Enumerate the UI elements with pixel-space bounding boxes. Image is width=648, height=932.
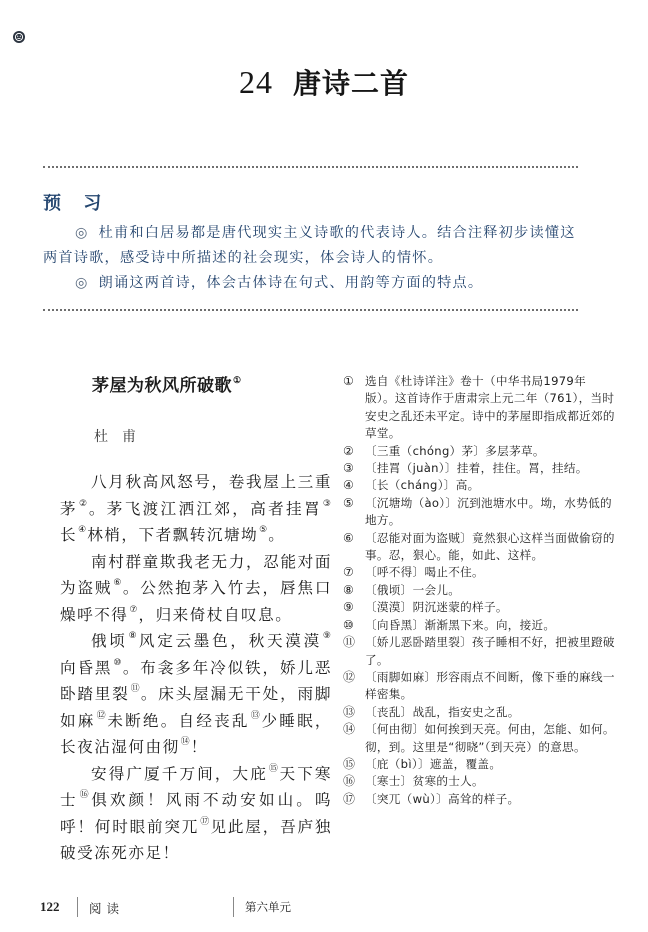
poem-title [92, 371, 332, 396]
double-circle-bullet-icon: ◎ [75, 275, 89, 291]
footnote-ref[interactable]: ⑬ [250, 710, 261, 721]
footnote-text: 〔三重（chóng）茅〕多层茅草。 [365, 443, 545, 458]
dotted-divider-top [43, 166, 578, 168]
dotted-divider-bottom [43, 309, 578, 311]
unit-label: 第六单元 [245, 900, 291, 914]
preview-heading: 预 习 [43, 193, 110, 214]
footnote-item [343, 669, 615, 704]
footnote-item [343, 721, 615, 756]
footnote-number: ⑪ [343, 635, 356, 650]
footnote-text: 〔寒士〕贫寒的士人。 [365, 774, 484, 789]
poem-stanza: 南村群童欺我老无力，忍能对面为盗贼⑥。公然抱茅入竹去，唇焦口燥呼不得⑦，归来倚杖自叹息。 [60, 552, 332, 624]
footnote-ref[interactable]: ⑧ [128, 631, 138, 641]
footnote-number: ② [343, 443, 354, 458]
footnote-ref[interactable]: ⑩ [113, 657, 122, 668]
section-label: 阅读 [89, 901, 125, 916]
footnote-item [343, 704, 615, 721]
footnote-item [343, 634, 615, 669]
footnote-ref[interactable]: ⑪ [130, 684, 140, 694]
lesson-number: 24 [238, 64, 273, 100]
footnote-item [343, 599, 615, 616]
footnote-item [343, 443, 615, 460]
footnote-ref[interactable]: ⑰ [200, 816, 210, 827]
footnote-text: 〔丧乱〕战乱，指安史之乱。 [365, 704, 520, 719]
footnote-item [343, 373, 615, 443]
footnote-item [343, 495, 615, 530]
footnote-text: 〔沉塘坳（ào）〕沉到池塘水中。坳，水势低的地方。 [365, 495, 612, 528]
lesson-title [0, 62, 648, 102]
footnote-ref[interactable]: ⑤ [259, 525, 268, 535]
footnote-number: ⑫ [343, 669, 356, 684]
footnote-number: ⑦ [343, 565, 354, 580]
footnote-item [343, 477, 615, 494]
poem-title-text: 茅屋为秋风所破歌 [92, 376, 232, 396]
page-number: 122 [40, 899, 60, 914]
preview-item-text: 朗诵这两首诗，体会古体诗在句式、用韵等方面的特点。 [98, 275, 484, 291]
footnote-item [343, 564, 615, 581]
footnote-item [343, 756, 615, 773]
footnote-number: ⑧ [343, 582, 354, 597]
footer-divider [77, 897, 78, 917]
footnote-number: ⑬ [343, 704, 356, 719]
footnote-ref[interactable]: ④ [78, 525, 87, 535]
footnote-ref[interactable]: ⑦ [129, 604, 138, 615]
footnote-number: ④ [343, 478, 354, 493]
poem-body [60, 469, 332, 867]
preview-item [43, 271, 583, 296]
footnote-number: ⑯ [343, 774, 356, 789]
footnote-ref[interactable]: ⑮ [268, 763, 279, 774]
footnote-text: 〔挂罥（juàn）〕挂着，挂住。罥，挂结。 [365, 461, 588, 476]
footnote-text: 〔漠漠〕阴沉迷蒙的样子。 [365, 600, 508, 615]
footnote-text: 〔俄顷〕一会儿。 [365, 582, 461, 597]
footnote-text: 选自《杜诗详注》卷十（中华书局1979年版）。这首诗作于唐肃宗上元二年（761），当时安史之乱还未平定。诗中的茅屋即指成都近郊的草堂。 [365, 374, 615, 441]
preview-item [43, 221, 583, 271]
preview-section [43, 189, 583, 296]
footnote-number: ⑤ [343, 495, 354, 510]
footnote-number: ① [343, 374, 354, 388]
footnote-number: ⑨ [343, 600, 354, 615]
footnote-ref[interactable]: ⑯ [79, 790, 91, 800]
poem-author: 杜甫 [94, 429, 150, 445]
lesson-title-text: 唐诗二首 [292, 67, 409, 100]
footnote-ref[interactable]: ① [233, 376, 242, 386]
footnote-number: ⑥ [343, 530, 354, 545]
poem-stanza: 安得广厦千万间，大庇⑮天下寒士⑯俱欢颜！风雨不动安如山。呜呼！何时眼前突兀⑰见此屋，吾庐独破受冻死亦足！ [60, 763, 332, 862]
footnote-text: 〔娇儿恶卧踏里裂〕孩子睡相不好，把被里蹬破了。 [365, 635, 615, 667]
double-circle-bullet-icon: ◎ [75, 225, 89, 241]
footnote-item [343, 773, 615, 790]
footnote-text: 〔雨脚如麻〕形容雨点不间断，像下垂的麻线一样密集。 [365, 669, 615, 702]
footnote-ref[interactable]: ② [78, 498, 88, 509]
footnote-item [343, 617, 615, 634]
footnote-text: 〔向昏黑〕渐渐黑下来。向，接近。 [365, 617, 556, 632]
footnote-text: 〔突兀（wù）〕高耸的样子。 [365, 791, 520, 806]
footnote-ref[interactable]: ⑫ [96, 710, 107, 721]
page-footer [0, 897, 648, 921]
footnote-text: 〔长（cháng）〕高。 [365, 478, 480, 493]
footnote-number: ⑰ [343, 791, 356, 806]
footnote-ref[interactable]: ③ [322, 498, 331, 509]
footnote-item [343, 460, 615, 477]
footnote-item [343, 791, 615, 808]
poem-stanza: 八月秋高风怒号，卷我屋上三重茅②。茅飞渡江洒江郊，高者挂罥③长④林梢，下者飘转沉塘坳⑤。 [60, 473, 332, 544]
poem-column [60, 371, 332, 867]
smiley-face-icon [13, 31, 25, 43]
poem-stanza: 俄顷⑧风定云墨色，秋天漠漠⑨向昏黑⑩。布衾多年冷似铁，娇儿恶卧踏里裂⑪。床头屋漏无干处，雨脚如麻⑫未断绝。自经丧乱⑬少睡眠，长夜沾湿何由彻⑭！ [60, 631, 332, 756]
footnote-item [343, 582, 615, 599]
footnote-number: ⑮ [343, 756, 356, 771]
footnote-ref[interactable]: ⑭ [180, 737, 190, 747]
footnotes-column [343, 373, 615, 808]
footnote-ref[interactable]: ⑨ [322, 631, 331, 641]
footer-divider [233, 897, 234, 917]
footnote-item [343, 530, 615, 565]
footnote-number: ⑭ [343, 722, 356, 737]
footnote-ref[interactable]: ⑥ [113, 578, 122, 588]
footnote-number: ③ [343, 461, 354, 476]
footnote-number: ⑩ [343, 617, 354, 632]
footnote-text: 〔庇（bì）〕遮盖，覆盖。 [365, 756, 502, 771]
footnote-text: 〔忍能对面为盗贼〕竟然狠心这样当面做偷窃的事。忍，狠心。能，如此、这样。 [365, 530, 615, 563]
footnote-text: 〔呼不得〕喝止不住。 [365, 565, 484, 580]
preview-item-text: 杜甫和白居易都是唐代现实主义诗歌的代表诗人。结合注释初步读懂这两首诗歌，感受诗中所描述的社会现实，体会诗人的情怀。 [43, 225, 576, 266]
footnote-text: 〔何由彻〕如何挨到天亮。何由，怎能、如何。彻，到。这里是“彻晓”（到天亮）的意思。 [365, 722, 615, 754]
